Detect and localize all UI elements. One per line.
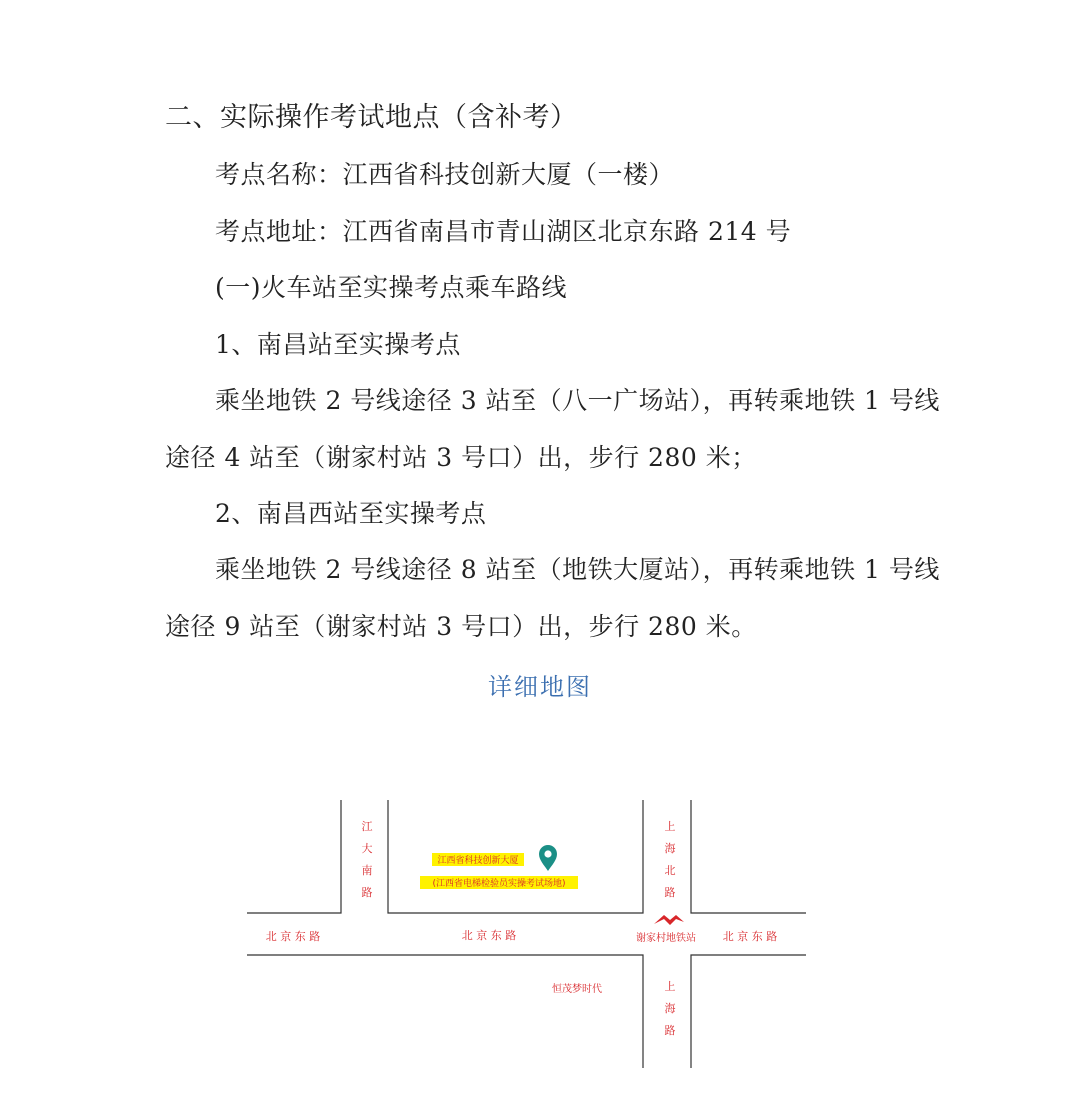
road-label-char: 上 [664,820,676,833]
route2-title: 2、南昌西站至实操考点 [215,499,487,528]
road-edge [247,955,643,1068]
building-subtitle: (江西省电梯检验员实操考试场地) [432,879,566,889]
road-label-char: 海 [664,1002,676,1015]
route1-title: 1、南昌站至实操考点 [215,330,461,359]
road-label-char: 大 [361,842,373,855]
road-label-char: 南 [361,864,373,877]
route1-line1: 乘坐地铁 2 号线途径 3 站至（八一广场站），再转乘地铁 1 号线 [215,386,940,415]
road-beijing-east-mid: 北 京 东 路 [461,929,517,942]
section-heading: 二、实际操作考试地点（含补考） [165,102,578,133]
road-label-char: 海 [664,842,676,855]
landmark-label: 恒茂梦时代 [552,984,602,995]
venue-name: 考点名称：江西省科技创新大厦（一楼） [215,160,675,189]
road-label-char: 北 [664,864,676,877]
route-heading: (一)火车站至实操考点乘车路线 [215,273,568,302]
route2-line1: 乘坐地铁 2 号线途径 8 站至（地铁大厦站），再转乘地铁 1 号线 [215,555,940,584]
road-label-char: 江 [361,820,373,833]
road-edge [691,955,806,1068]
route1-line2: 途径 4 站至（谢家村站 3 号口）出，步行 280 米； [165,443,757,472]
road-label-char: 路 [664,886,676,899]
building-name: 江西省科技创新大厦 [437,856,519,866]
map-title: 详细地图 [488,673,592,701]
road-beijing-east-right: 北 京 东 路 [722,930,778,943]
road-shanghai-north [665,819,676,899]
road-label-char: 上 [664,980,676,993]
road-edge [691,800,806,913]
road-jiangda-south [362,820,373,899]
metro-logo-icon [654,915,684,925]
road-label-char: 路 [664,1024,676,1037]
road-label-char: 路 [361,886,373,899]
location-pin-icon [539,845,557,871]
road-edge [247,800,341,913]
route2-line2: 途径 9 站至（谢家村站 3 号口）出，步行 280 米。 [165,612,757,641]
metro-station-label: 谢家村地铁站 [636,933,696,944]
road-beijing-east-left: 北 京 东 路 [265,930,321,943]
road-shanghai-south [665,979,676,1037]
venue-address: 考点地址：江西省南昌市青山湖区北京东路 214 号 [215,217,792,246]
